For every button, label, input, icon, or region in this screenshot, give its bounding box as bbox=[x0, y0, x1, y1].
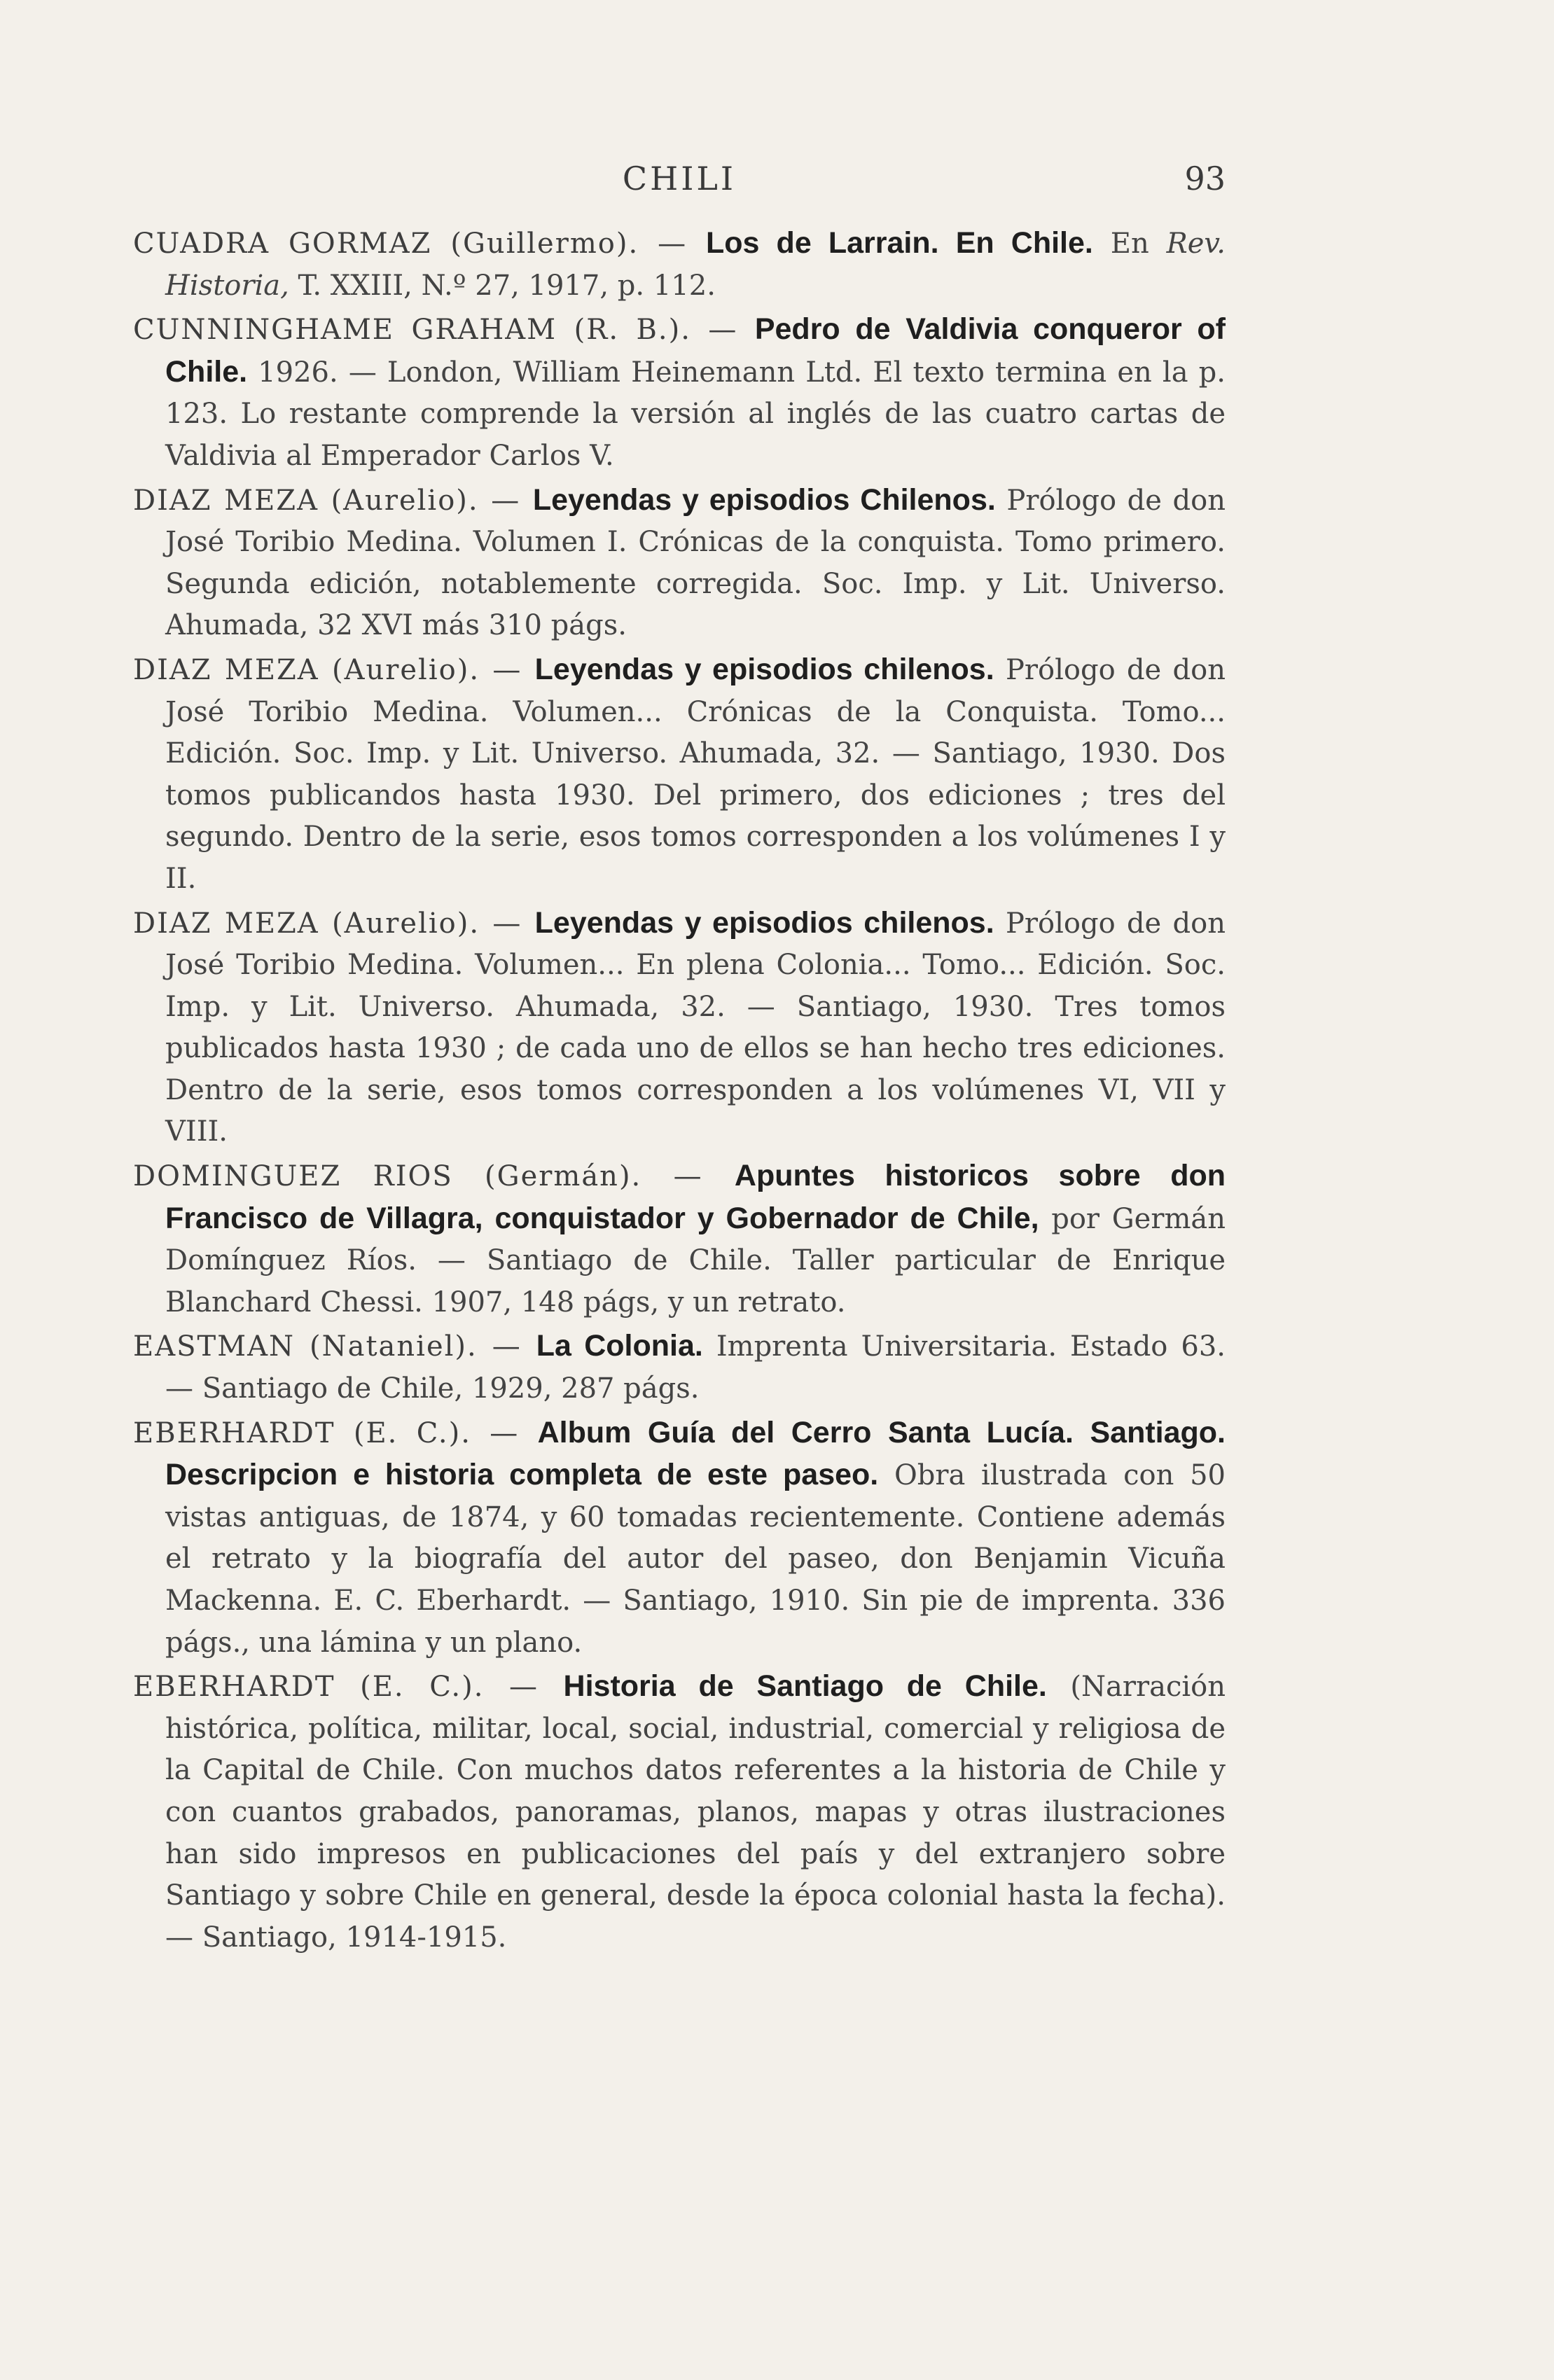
entry-title: Los de Larrain. En Chile. bbox=[705, 226, 1093, 260]
entry-title: Pedro de Valdivia conqueror of Chile. bbox=[165, 312, 1226, 389]
entry-detail: Prólogo de don José Toribio Medina. Volumen... Crónicas de la Conquista. Tomo... Edición. Soc. Imp. y Lit. Universo. Ahumada, 32. — Santiago, 1930. Dos tomos publicandos hasta 1930. Del primero, dos ediciones ; tres del segundo. Dentro de la serie, esos tomos corresponden a los volúmenes I y II. bbox=[165, 653, 1226, 895]
bibliography-entry bbox=[133, 1412, 1226, 1664]
entry-author: CUADRA GORMAZ (Guillermo). — bbox=[133, 228, 706, 260]
running-head bbox=[133, 160, 1226, 209]
entry-detail: T. XXIII, N.º 27, 1917, p. 112. bbox=[289, 269, 716, 302]
bibliography-entry bbox=[133, 903, 1226, 1154]
entry-title: La Colonia. bbox=[536, 1329, 703, 1363]
entry-detail: (Narración histórica, política, militar, local, social, industrial, comercial y religiosa de la Capital de Chile. Con muchos datos referentes a la historia de Chile y con cuantos grabados, panoramas, planos, mapas y otras ilustraciones han sido impresos en publicaciones del país y del extranjero sobre Santiago y sobre Chile en general, desde la época colonial hasta la fecha). — Santiago, 1914-1915. bbox=[165, 1671, 1226, 1954]
entry-detail: Prólogo de don José Toribio Medina. Volumen... En plena Colonia... Tomo... Edición. Soc. Imp. y Lit. Universo. Ahumada, 32. — Santiago, 1930. Tres tomos publicados hasta 1930 ; de cada uno de ellos se han hecho tres ediciones. Dentro de la serie, esos tomos corresponden a los volúmenes VI, VII y VIII. bbox=[165, 907, 1226, 1148]
entry-title: Apuntes historicos sobre don Francisco de Villagra, conquistador y Gobernador de Chile, bbox=[165, 1159, 1226, 1235]
page-number: 93 bbox=[1184, 160, 1226, 197]
entry-title: Historia de Santiago de Chile. bbox=[563, 1669, 1047, 1704]
entry-title: Leyendas y episodios chilenos. bbox=[534, 905, 994, 940]
bibliography-entry bbox=[133, 1325, 1226, 1410]
bibliography-entry bbox=[133, 1155, 1226, 1323]
bibliography-entry bbox=[133, 223, 1226, 307]
entry-author: EBERHARDT (E. C.). — bbox=[133, 1417, 538, 1449]
entry-detail: Prólogo de don José Toribio Medina. Volumen I. Crónicas de la conquista. Tomo primero. Segunda edición, notablemente corregida. Soc. Imp. y Lit. Universo. Ahumada, 32 XVI más 310 págs. bbox=[165, 484, 1226, 642]
entry-author: DIAZ MEZA (Aurelio). — bbox=[133, 907, 535, 940]
entry-title: Album Guía del Cerro Santa Lucía. Santiago. Descripcion e historia completa de este paseo. bbox=[165, 1415, 1226, 1492]
entry-author: DIAZ MEZA (Aurelio). — bbox=[133, 484, 533, 517]
entry-detail: por Germán Domínguez Ríos. — Santiago de Chile. Taller particular de Enrique Blanchard Chessi. 1907, 148 págs, y un retrato. bbox=[165, 1202, 1226, 1318]
entry-author: EASTMAN (Nataniel). — bbox=[133, 1330, 536, 1363]
entry-author: CUNNINGHAME GRAHAM (R. B.). — bbox=[133, 314, 755, 347]
entry-detail: Imprenta Universitaria. Estado 63. — Santiago de Chile, 1929, 287 págs. bbox=[165, 1330, 1226, 1405]
entry-detail: En bbox=[1092, 228, 1167, 260]
bibliography-entry bbox=[133, 649, 1226, 900]
entry-author: DOMINGUEZ RIOS (Germán). — bbox=[133, 1160, 735, 1193]
entry-author: EBERHARDT (E. C.). — bbox=[133, 1671, 564, 1704]
entry-detail: Obra ilustrada con 50 vistas antiguas, de 1874, y 60 tomadas recientemente. Contiene además el retrato y la biografía del autor del paseo, don Benjamin Vicuña Mackenna. E. C. Eberhardt. — Santiago, 1910. Sin pie de imprenta. 336 págs., una lámina y un plano. bbox=[165, 1459, 1226, 1659]
bibliography-list bbox=[133, 223, 1226, 1961]
bibliography-entry bbox=[133, 1666, 1226, 1958]
entry-author: DIAZ MEZA (Aurelio). — bbox=[133, 653, 535, 686]
entry-detail: 1926. — London, William Heinemann Ltd. El texto termina en la p. 123. Lo restante comprende la versión al inglés de las cuatro cartas de Valdivia al Emperador Carlos V. bbox=[165, 356, 1226, 472]
entry-title: Leyendas y episodios chilenos. bbox=[534, 652, 994, 686]
bibliography-entry bbox=[133, 309, 1226, 477]
entry-detail-italic: Rev. Historia, bbox=[165, 228, 1226, 302]
running-title: CHILI bbox=[622, 160, 737, 197]
bibliography-entry bbox=[133, 480, 1226, 647]
entry-title: Leyendas y episodios Chilenos. bbox=[532, 482, 996, 517]
